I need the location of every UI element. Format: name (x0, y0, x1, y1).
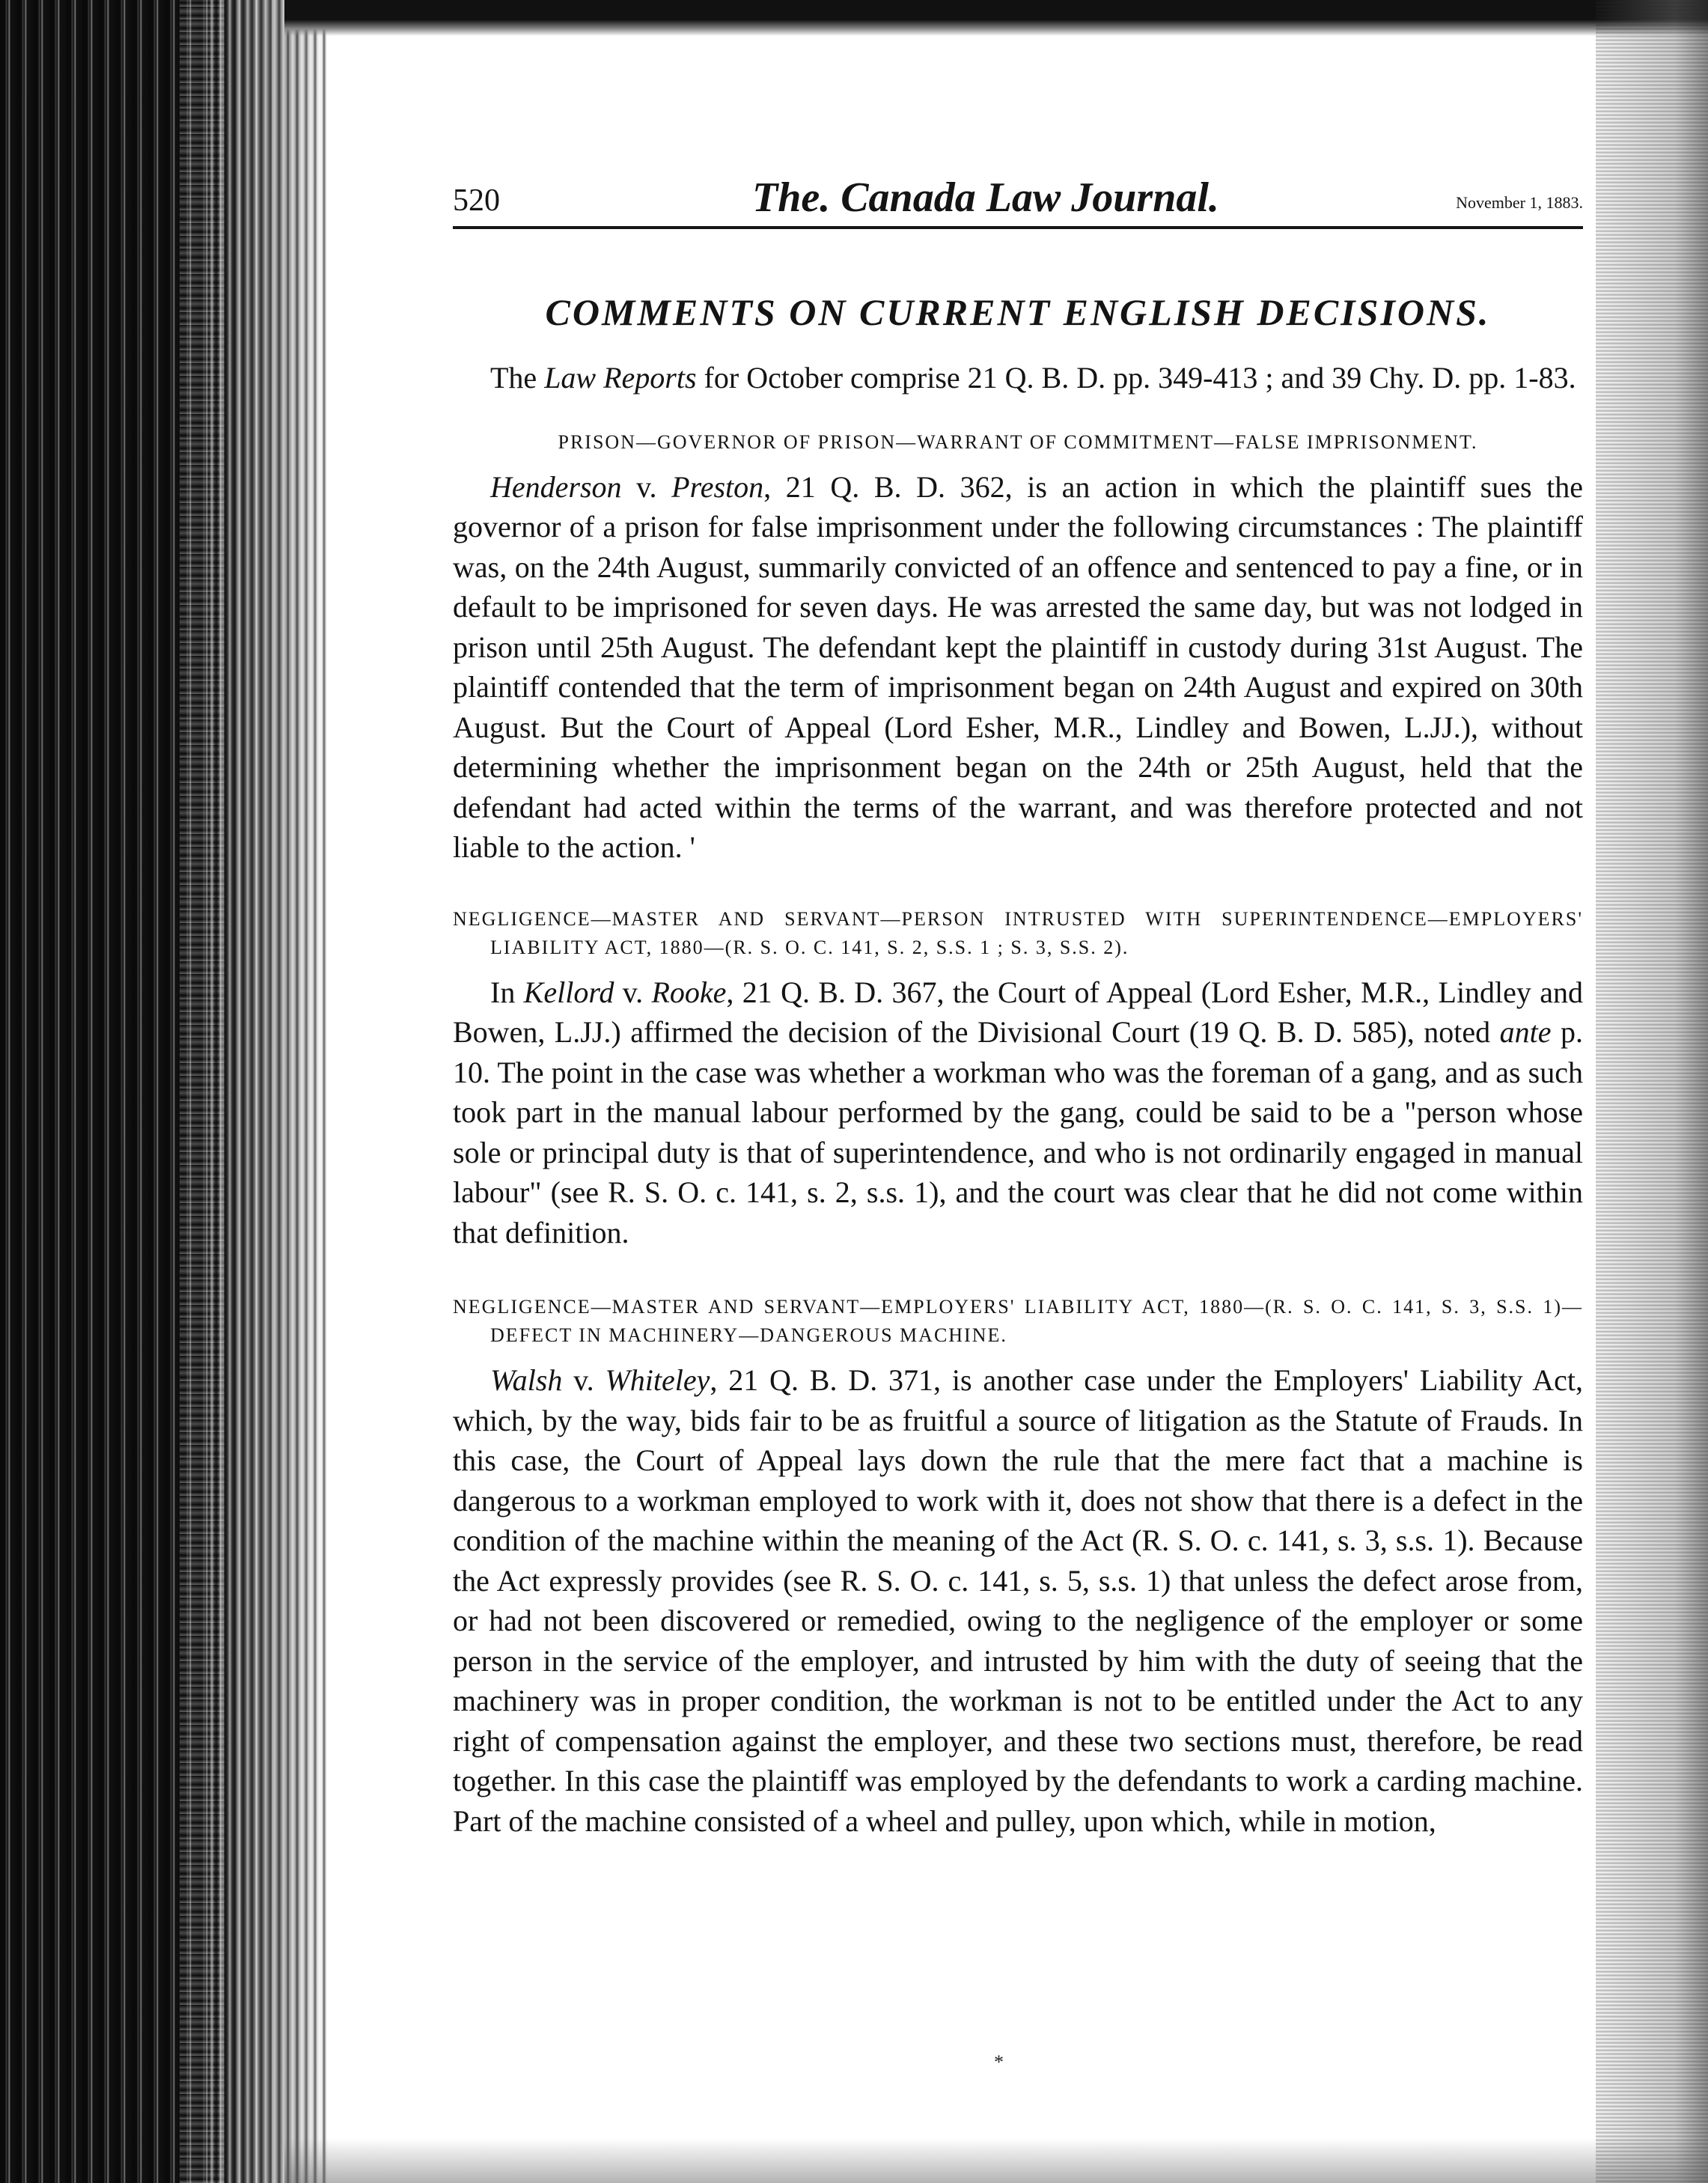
scan-bottom-shadow (284, 2138, 1708, 2183)
versus: v. (562, 1363, 606, 1397)
issue-date: November 1, 1883. (1456, 193, 1583, 212)
case-heading-prison: PRISON—GOVERNOR OF PRISON—WARRANT OF COMMITMENT—FALSE IMPRISONMENT. (558, 430, 1478, 453)
case-prefix: In (490, 975, 524, 1009)
journal-title: The. Canada Law Journal. (752, 174, 1219, 221)
intro-after: for October comprise 21 Q. B. D. pp. 349-413 ; and 39 Chy. D. pp. 1-83. (696, 361, 1576, 395)
journal-page (453, 174, 1583, 1841)
running-head (453, 174, 1583, 229)
page-number: 520 (453, 183, 500, 218)
footer-ornament: * (994, 2051, 1004, 2073)
law-reports-title: Law Reports (544, 361, 697, 395)
book-binding-edge (0, 0, 329, 2183)
case-body-continued: p. 10. The point in the case was whether a workman who was the foreman of a gang, and as such took part in the manual labour performed by the gang, could be said to be a "person whose sole or principal duty is that of superintendence, and who is not ordinarily engaged in manual labour" (see R. S. O. c. 141, s. 2, s.s. 1), and the court was clear that he did not come within that definition. (453, 1015, 1583, 1249)
section-heading: COMMENTS ON CURRENT ENGLISH DECISIONS. (545, 291, 1491, 333)
case-body: , 21 Q. B. D. 367, the Court of Appeal (Lord Esher, M.R., Lindley and Bowen, L.JJ.) affirmed the decision of the Divisional Court (19 Q. B. D. 585), noted (453, 975, 1584, 1049)
case-party: Henderson (490, 469, 622, 504)
case-party: Whiteley (605, 1363, 710, 1397)
case-kellord-v-rooke (453, 972, 1583, 1253)
versus: v. (614, 975, 652, 1009)
case-henderson-v-preston (453, 467, 1583, 868)
case-walsh-v-whiteley (453, 1360, 1583, 1841)
case-party: Kellord (523, 975, 614, 1009)
intro-paragraph (453, 358, 1583, 398)
intro-before: The (490, 361, 545, 395)
versus: v. (621, 469, 672, 504)
case-party: Rooke (651, 975, 727, 1009)
case-body: , 21 Q. B. D. 362, is an action in which the plaintiff sues the governor of a prison for false imprisonment under the following circumstances : The plaintiff was, on the 24th August, summarily convicted of an offence and sentenced to pay a fine, or in default to be imprisoned for seven days. He was arrested the same day, but was not lodged in prison until 25th August. The defendant kept the plaintiff in custody during 31st August. The plaintiff contended that the term of imprisonment began on 24th August and expired on 30th August. But the Court of Appeal (Lord Esher, M.R., Lindley and Bowen, L.JJ.), without determining whether the imprisonment began on the 24th or 25th August, held that the defendant had acted within the terms of the warrant, and was therefore protected and not liable to the action. ' (453, 469, 1583, 864)
scan-top-shadow (284, 0, 1708, 36)
scan-right-shadow (1596, 0, 1708, 2183)
case-heading-superintendence: NEGLIGENCE—MASTER AND SERVANT—PERSON INTRUSTED WITH SUPERINTENDENCE—EMPLOYERS' LIABILITY ACT, 1880—(R. S. O. C. 141, S. 2, S.S. 1 ; S. 3, S.S. 2). (453, 907, 1583, 958)
ante-reference: ante (1499, 1015, 1552, 1049)
case-party: Preston (671, 469, 764, 504)
case-body: , 21 Q. B. D. 371, is another case under the Employers' Liability Act, which, by the way, bids fair to be as fruitful a source of litigation as the Statute of Frauds. In this case, the Court of Appeal lays down the rule that the mere fact that a machine is dangerous to a workman employed to work with it, does not show that there is a defect in the condition of the machine within the meaning of the Act (R. S. O. c. 141, s. 3, s.s. 1). Because the Act expressly provides (see R. S. O. c. 141, s. 5, s.s. 1) that unless the defect arose from, or had not been discovered or remedied, owing to the negligence of the employer or some person in the service of the employer, and intrusted by him with the duty of seeing that the machinery was in proper condition, the workman is not to be entitled under the Act to any right of compensation against the employer, and these two sections must, therefore, be read together. In this case the plaintiff was employed by the defendants to work a carding machine. Part of the machine consisted of a wheel and pulley, upon which, while in motion, (453, 1363, 1584, 1838)
case-heading-machinery: NEGLIGENCE—MASTER AND SERVANT—EMPLOYERS' LIABILITY ACT, 1880—(R. S. O. C. 141, S. 3, S.S. 1)—DEFECT IN MACHINERY—DANGEROUS MACHINE. (453, 1296, 1583, 1346)
case-party: Walsh (490, 1363, 563, 1397)
